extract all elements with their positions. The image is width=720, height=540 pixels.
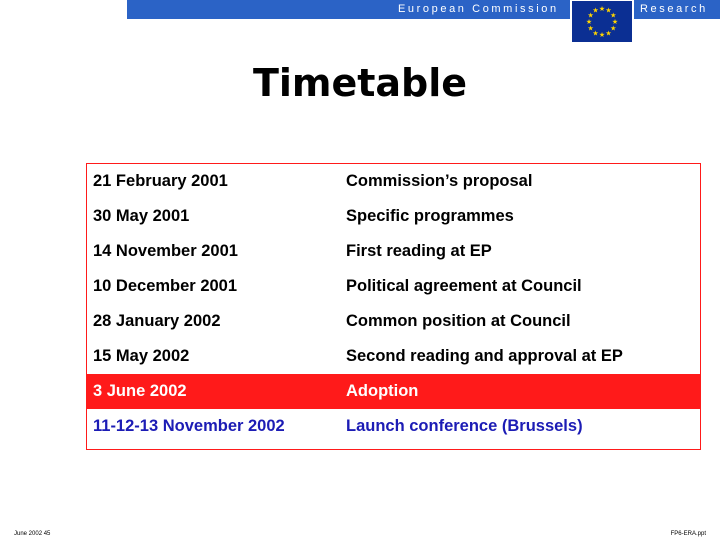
row-event: Adoption: [346, 382, 419, 400]
row-date: 15 May 2002: [93, 347, 190, 365]
table-row: [87, 234, 700, 269]
table-row: [87, 199, 700, 234]
row-date: 11-12-13 November 2002: [93, 417, 285, 435]
star-icon: ★: [585, 18, 593, 26]
table-row: [87, 304, 700, 339]
star-icon: ★: [598, 5, 606, 13]
footer-filename: FP6-ERA.ppt: [670, 531, 706, 537]
star-icon: ★: [611, 18, 619, 26]
footer-date-page: June 2002 45: [14, 531, 51, 537]
row-date: 28 January 2002: [93, 312, 221, 330]
star-icon: ★: [592, 29, 599, 38]
row-date: 3 June 2002: [93, 382, 187, 400]
star-icon: ★: [605, 29, 612, 38]
row-event: Specific programmes: [346, 207, 514, 225]
header-org-label: European Commission: [398, 3, 559, 15]
table-row-highlighted: [87, 374, 700, 409]
table-row-blue: [87, 409, 700, 444]
row-event: Second reading and approval at EP: [346, 347, 623, 365]
table-row: [87, 269, 700, 304]
row-event: Launch conference (Brussels): [346, 417, 583, 435]
row-event: Common position at Council: [346, 312, 571, 330]
star-icon: ★: [598, 31, 606, 39]
header-dept-label: Research: [640, 3, 708, 15]
row-event: Political agreement at Council: [346, 277, 582, 295]
eu-flag-logo: [570, 0, 634, 43]
star-icon: ★: [610, 24, 617, 33]
row-date: 14 November 2001: [93, 242, 238, 260]
row-date: 30 May 2001: [93, 207, 190, 225]
star-icon: ★: [592, 6, 599, 15]
timetable-table: [86, 163, 701, 450]
row-event: First reading at EP: [346, 242, 492, 260]
star-icon: ★: [605, 6, 612, 15]
star-icon: ★: [587, 11, 594, 20]
row-date: 10 December 2001: [93, 277, 238, 295]
star-icon: ★: [610, 11, 617, 20]
row-date: 21 February 2001: [93, 172, 228, 190]
page-title: Timetable: [252, 61, 468, 105]
table-row: [87, 339, 700, 374]
eu-flag-icon: [570, 0, 634, 43]
row-event: Commission’s proposal: [346, 172, 533, 190]
table-row: [87, 164, 700, 199]
star-icon: ★: [587, 24, 594, 33]
